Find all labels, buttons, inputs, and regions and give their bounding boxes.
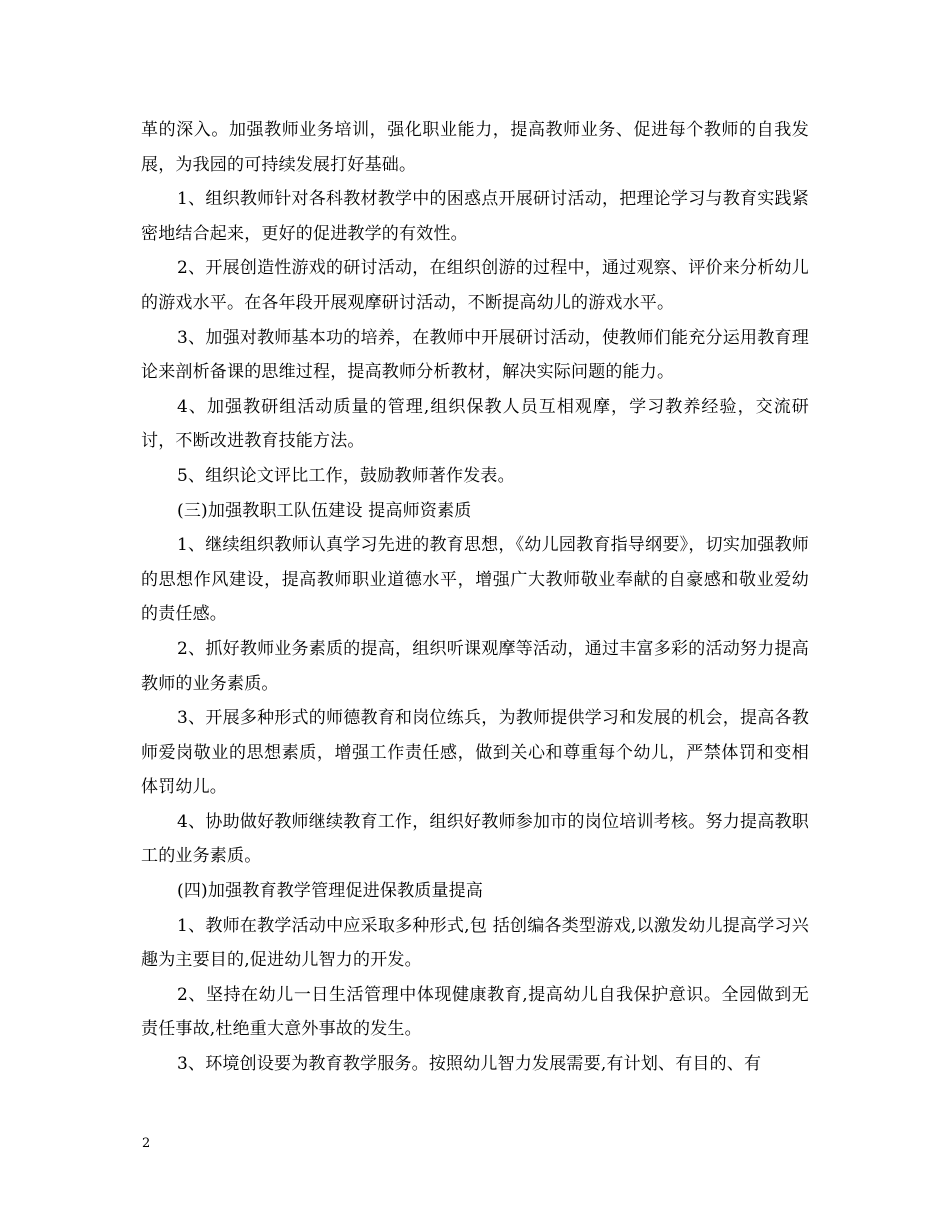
paragraph-item-1: 1、组织教师针对各科教材教学中的困惑点开展研讨活动，把理论学习与教育实践紧密地结合起来，更好的促进教学的有效性。 [141,189,809,244]
paragraph-section3-item-1: 1、继续组织教师认真学习先进的教育思想，《幼儿园教育指导纲要》，切实加强教师的思想作风建设，提高教师职业道德水平，增强广大教师敬业奉献的自豪感和敬业爱幼的责任感。 [141,535,809,625]
document-body [141,113,809,1082]
paragraph-section3-item-3: 3、开展多种形式的师德教育和岗位练兵，为教师提供学习和发展的机会，提高各教师爱岗敬业的思想素质，增强工作责任感，做到关心和尊重每个幼儿，严禁体罚和变相体罚幼儿。 [141,708,809,798]
paragraph-item-4: 4、加强教研组活动质量的管理,组织保教人员互相观摩，学习教养经验，交流研讨，不断改进教育技能方法。 [141,396,809,452]
paragraph-continuation: 革的深入。加强教师业务培训，强化职业能力，提高教师业务、促进每个教师的自我发展，为我园的可持续发展打好基础。 [141,120,809,175]
paragraph-section3-item-4: 4、协助做好教师继续教育工作，组织好教师参加市的岗位培训考核。努力提高教职工的业务素质。 [141,811,809,867]
paragraph-section4-item-1: 1、教师在教学活动中应采取多种形式,包 括创编各类型游戏,以激发幼儿提高学习兴趣为主要目的,促进幼儿智力的开发。 [141,915,809,971]
paragraph-item-5: 5、组织论文评比工作，鼓励教师著作发表。 [177,465,515,486]
paragraph-section4-item-2: 2、坚持在幼儿一日生活管理中体现健康教育,提高幼儿自我保护意识。全园做到无责任事故,杜绝重大意外事故的发生。 [141,984,809,1040]
paragraph-section3-item-2: 2、抓好教师业务素质的提高，组织听课观摩等活动，通过丰富多彩的活动努力提高教师的业务素质。 [141,638,809,694]
paragraph-item-3: 3、加强对教师基本功的培养，在教师中开展研讨活动，使教师们能充分运用教育理论来剖析备课的思维过程，提高教师分析教材，解决实际问题的能力。 [141,327,809,383]
paragraph-item-2: 2、开展创造性游戏的研讨活动，在组织创游的过程中，通过观察、评价来分析幼儿的游戏水平。在各年段开展观摩研讨活动，不断提高幼儿的游戏水平。 [141,258,809,313]
page-number: 2 [142,1136,151,1151]
section-heading-3: (三)加强教职工队伍建设 提高师资素质 [177,500,472,521]
paragraph-section4-item-3: 3、环境创设要为教育教学服务。按照幼儿智力发展需要,有计划、有目的、有 [177,1054,762,1075]
section-heading-4: (四)加强教育教学管理促进保教质量提高 [177,881,484,902]
